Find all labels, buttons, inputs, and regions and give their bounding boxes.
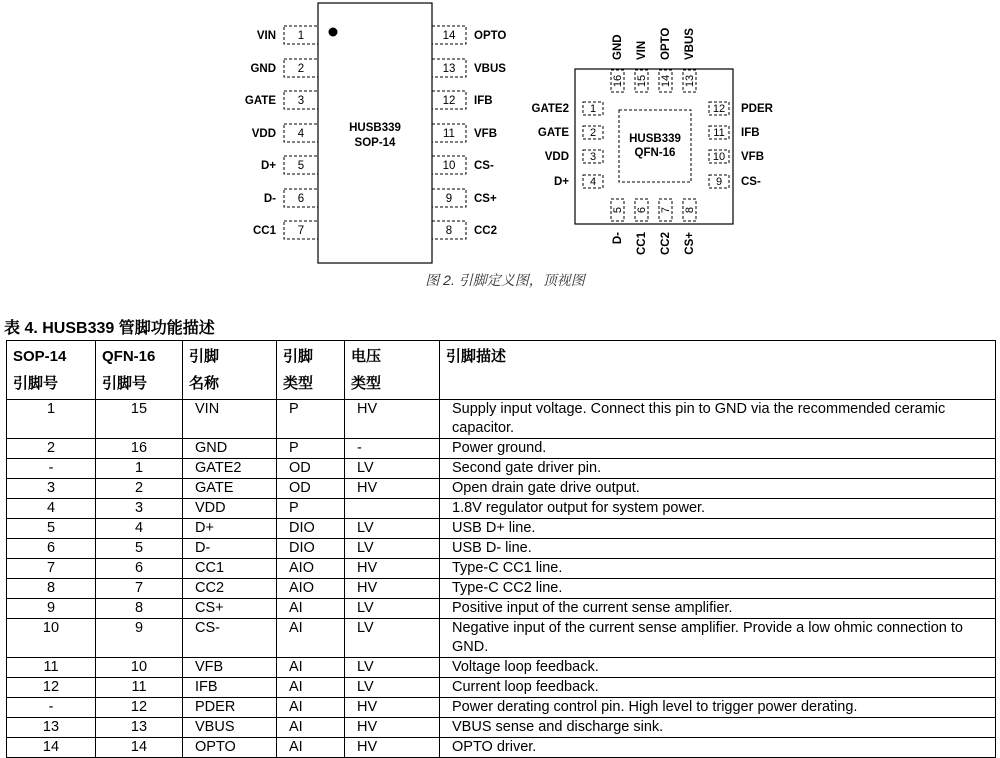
sop-pin-number: 6 xyxy=(297,193,305,205)
cell-pin-name: VFB xyxy=(183,658,277,678)
table-row xyxy=(7,499,996,519)
qfn-pin-name: D+ xyxy=(553,176,569,188)
qfn-pin-name: GATE xyxy=(537,127,569,139)
sop-pin-name: D+ xyxy=(260,160,276,172)
table-row xyxy=(7,439,996,459)
cell-pin-name: D+ xyxy=(183,519,277,539)
qfn-pin-number: 3 xyxy=(589,151,597,163)
qfn-pin-number: 13 xyxy=(684,74,696,88)
cell-pin-type: AI xyxy=(277,658,345,678)
table-row xyxy=(7,738,996,758)
sop-pin-name: CC1 xyxy=(252,225,276,237)
pin1-marker-dot xyxy=(329,28,338,37)
sop-pin-name: IFB xyxy=(474,95,493,107)
cell-description: USB D+ line. xyxy=(440,519,996,539)
cell-description: Supply input voltage. Connect this pin to GND via the recommended ceramic capacitor. xyxy=(440,400,996,439)
sop-pin-name: VDD xyxy=(251,128,276,140)
cell-pin-type: AI xyxy=(277,698,345,718)
cell-pin-name: PDER xyxy=(183,698,277,718)
cell-description: Type-C CC1 line. xyxy=(440,559,996,579)
cell-qfn-pin: 7 xyxy=(96,579,183,599)
sop-pin-number: 9 xyxy=(445,193,453,205)
cell-sop-pin: 13 xyxy=(7,718,96,738)
cell-sop-pin: 8 xyxy=(7,579,96,599)
sop-pin-number: 4 xyxy=(297,128,305,140)
table-row xyxy=(7,718,996,738)
sop-pin-number: 11 xyxy=(443,128,455,140)
cell-sop-pin: 12 xyxy=(7,678,96,698)
header-pin-name: 引脚 名称 xyxy=(183,341,277,400)
table-row xyxy=(7,559,996,579)
cell-description: OPTO driver. xyxy=(440,738,996,758)
cell-pin-name: D- xyxy=(183,539,277,559)
cell-voltage-type: HV xyxy=(345,718,440,738)
qfn-pin-number: 9 xyxy=(715,176,723,188)
qfn-pin-name: GND xyxy=(612,34,624,60)
cell-sop-pin: - xyxy=(7,459,96,479)
qfn-pin-number: 2 xyxy=(589,127,597,139)
table-row xyxy=(7,678,996,698)
cell-sop-pin: 9 xyxy=(7,599,96,619)
cell-voltage-type: HV xyxy=(345,479,440,499)
cell-pin-type: AI xyxy=(277,738,345,758)
table-row xyxy=(7,599,996,619)
sop-pin-number: 13 xyxy=(442,63,456,75)
cell-sop-pin: 1 xyxy=(7,400,96,439)
cell-pin-name: GATE2 xyxy=(183,459,277,479)
qfn-pin-name: CS- xyxy=(741,176,761,188)
cell-description: Current loop feedback. xyxy=(440,678,996,698)
cell-sop-pin: 5 xyxy=(7,519,96,539)
qfn-pin-number: 4 xyxy=(589,176,597,188)
qfn-chip-name: HUSB339 xyxy=(629,133,681,145)
qfn-pin-name: GATE2 xyxy=(531,103,569,115)
cell-pin-type: AI xyxy=(277,619,345,658)
table-header-row xyxy=(7,341,996,400)
qfn-pin-name: CC2 xyxy=(660,232,672,256)
qfn-pin-number: 8 xyxy=(684,206,696,214)
sop-pin-number: 5 xyxy=(297,160,305,172)
sop-pin-name: CS- xyxy=(474,160,494,172)
cell-pin-type: DIO xyxy=(277,539,345,559)
cell-voltage-type: LV xyxy=(345,519,440,539)
sop-pin-name: VIN xyxy=(256,30,276,42)
cell-pin-name: VIN xyxy=(183,400,277,439)
cell-pin-name: GND xyxy=(183,439,277,459)
header-qfn-pin: QFN-16 引脚号 xyxy=(96,341,183,400)
cell-pin-name: GATE xyxy=(183,479,277,499)
sop-pin-number: 10 xyxy=(442,160,456,172)
cell-description: USB D- line. xyxy=(440,539,996,559)
qfn-package-name: QFN-16 xyxy=(634,147,676,159)
sop-pin-name: VBUS xyxy=(474,63,506,75)
sop-pin-number: 12 xyxy=(442,95,456,107)
table-row xyxy=(7,619,996,658)
cell-qfn-pin: 9 xyxy=(96,619,183,658)
sop-pin-number: 14 xyxy=(442,30,456,42)
cell-pin-name: CC2 xyxy=(183,579,277,599)
table-row xyxy=(7,519,996,539)
cell-voltage-type xyxy=(345,499,440,519)
qfn-pin-name: VFB xyxy=(741,151,764,163)
cell-description: Power ground. xyxy=(440,439,996,459)
qfn-pin-name: CC1 xyxy=(636,232,648,256)
cell-pin-name: CS- xyxy=(183,619,277,658)
cell-pin-name: VBUS xyxy=(183,718,277,738)
cell-description: VBUS sense and discharge sink. xyxy=(440,718,996,738)
cell-sop-pin: 2 xyxy=(7,439,96,459)
cell-description: 1.8V regulator output for system power. xyxy=(440,499,996,519)
cell-pin-name: OPTO xyxy=(183,738,277,758)
cell-sop-pin: 10 xyxy=(7,619,96,658)
sop-pin-name: GND xyxy=(250,63,276,75)
header-pin-type: 引脚 类型 xyxy=(277,341,345,400)
pin-function-table xyxy=(6,340,996,758)
cell-qfn-pin: 5 xyxy=(96,539,183,559)
sop-pin-number: 7 xyxy=(297,225,305,237)
cell-pin-name: CC1 xyxy=(183,559,277,579)
qfn-pin-number: 1 xyxy=(589,103,597,115)
sop-package-name: SOP-14 xyxy=(354,137,396,149)
qfn-pin-number: 15 xyxy=(636,74,648,88)
cell-description: Second gate driver pin. xyxy=(440,459,996,479)
cell-sop-pin: 14 xyxy=(7,738,96,758)
cell-sop-pin: 3 xyxy=(7,479,96,499)
cell-voltage-type: HV xyxy=(345,738,440,758)
qfn-pin-number: 14 xyxy=(660,74,672,88)
pinout-figure xyxy=(0,0,1000,300)
cell-qfn-pin: 2 xyxy=(96,479,183,499)
cell-sop-pin: 6 xyxy=(7,539,96,559)
cell-description: Type-C CC2 line. xyxy=(440,579,996,599)
figure-caption: 图 2. 引脚定义图，顶视图 xyxy=(425,272,585,288)
cell-qfn-pin: 1 xyxy=(96,459,183,479)
cell-voltage-type: LV xyxy=(345,459,440,479)
sop-pin-name: OPTO xyxy=(474,30,507,42)
table-row xyxy=(7,658,996,678)
table-row xyxy=(7,698,996,718)
table-row xyxy=(7,579,996,599)
table-title: 表 4. HUSB339 管脚功能描述 xyxy=(4,320,215,337)
cell-pin-type: P xyxy=(277,499,345,519)
cell-pin-type: AI xyxy=(277,599,345,619)
cell-pin-type: AI xyxy=(277,678,345,698)
qfn-pin-number: 6 xyxy=(636,206,648,214)
cell-sop-pin: 4 xyxy=(7,499,96,519)
cell-qfn-pin: 3 xyxy=(96,499,183,519)
header-description: 引脚描述 xyxy=(440,341,996,400)
cell-pin-type: AI xyxy=(277,718,345,738)
qfn-pin-name: VDD xyxy=(544,151,569,163)
cell-voltage-type: HV xyxy=(345,559,440,579)
qfn-pin-name: D- xyxy=(612,232,624,245)
cell-pin-type: DIO xyxy=(277,519,345,539)
qfn-pin-name: CS+ xyxy=(684,232,696,255)
qfn-pin-name: OPTO xyxy=(660,27,672,60)
cell-qfn-pin: 12 xyxy=(96,698,183,718)
qfn-pin-number: 10 xyxy=(712,151,726,163)
cell-qfn-pin: 10 xyxy=(96,658,183,678)
cell-qfn-pin: 13 xyxy=(96,718,183,738)
cell-description: Open drain gate drive output. xyxy=(440,479,996,499)
sop-pin-name: D- xyxy=(263,193,276,205)
qfn-pin-number: 11 xyxy=(713,127,725,139)
qfn-pin-number: 12 xyxy=(712,103,726,115)
sop-pin-name: CC2 xyxy=(474,225,498,237)
cell-qfn-pin: 15 xyxy=(96,400,183,439)
cell-voltage-type: LV xyxy=(345,658,440,678)
cell-qfn-pin: 6 xyxy=(96,559,183,579)
cell-voltage-type: HV xyxy=(345,400,440,439)
cell-pin-name: VDD xyxy=(183,499,277,519)
table-row xyxy=(7,459,996,479)
table-row xyxy=(7,400,996,439)
cell-pin-type: OD xyxy=(277,479,345,499)
qfn-pin-number: 7 xyxy=(660,206,672,214)
cell-voltage-type: LV xyxy=(345,678,440,698)
qfn-pin-number: 5 xyxy=(612,206,624,214)
cell-voltage-type: - xyxy=(345,439,440,459)
table-row xyxy=(7,479,996,499)
header-voltage-type: 电压 类型 xyxy=(345,341,440,400)
cell-voltage-type: LV xyxy=(345,539,440,559)
sop-pin-number: 1 xyxy=(297,30,305,42)
cell-sop-pin: 7 xyxy=(7,559,96,579)
cell-pin-type: AIO xyxy=(277,579,345,599)
table-row xyxy=(7,539,996,559)
sop-pin-number: 3 xyxy=(297,95,305,107)
cell-qfn-pin: 16 xyxy=(96,439,183,459)
sop-chip-name: HUSB339 xyxy=(349,122,401,134)
cell-description: Power derating control pin. High level to trigger power derating. xyxy=(440,698,996,718)
cell-pin-type: AIO xyxy=(277,559,345,579)
cell-pin-name: CS+ xyxy=(183,599,277,619)
cell-qfn-pin: 4 xyxy=(96,519,183,539)
sop-pin-number: 8 xyxy=(445,225,453,237)
sop-pin-name: VFB xyxy=(474,128,497,140)
cell-pin-type: P xyxy=(277,439,345,459)
sop-pin-name: CS+ xyxy=(474,193,497,205)
cell-pin-type: OD xyxy=(277,459,345,479)
cell-pin-name: IFB xyxy=(183,678,277,698)
cell-qfn-pin: 8 xyxy=(96,599,183,619)
cell-pin-type: P xyxy=(277,400,345,439)
cell-sop-pin: 11 xyxy=(7,658,96,678)
cell-voltage-type: HV xyxy=(345,698,440,718)
sop-pin-name: GATE xyxy=(244,95,276,107)
qfn-pin-name: VIN xyxy=(636,40,648,60)
cell-description: Voltage loop feedback. xyxy=(440,658,996,678)
cell-voltage-type: LV xyxy=(345,599,440,619)
cell-qfn-pin: 14 xyxy=(96,738,183,758)
qfn-pin-name: PDER xyxy=(741,103,773,115)
qfn-pin-name: IFB xyxy=(741,127,760,139)
sop-pin-number: 2 xyxy=(297,63,305,75)
qfn-pin-number: 16 xyxy=(612,74,624,88)
cell-voltage-type: LV xyxy=(345,619,440,658)
header-sop-pin: SOP-14 引脚号 xyxy=(7,341,96,400)
cell-sop-pin: - xyxy=(7,698,96,718)
cell-qfn-pin: 11 xyxy=(96,678,183,698)
cell-description: Negative input of the current sense amplifier. Provide a low ohmic connection to GND. xyxy=(440,619,996,658)
cell-voltage-type: HV xyxy=(345,579,440,599)
cell-description: Positive input of the current sense amplifier. xyxy=(440,599,996,619)
qfn-pin-name: VBUS xyxy=(684,28,696,60)
